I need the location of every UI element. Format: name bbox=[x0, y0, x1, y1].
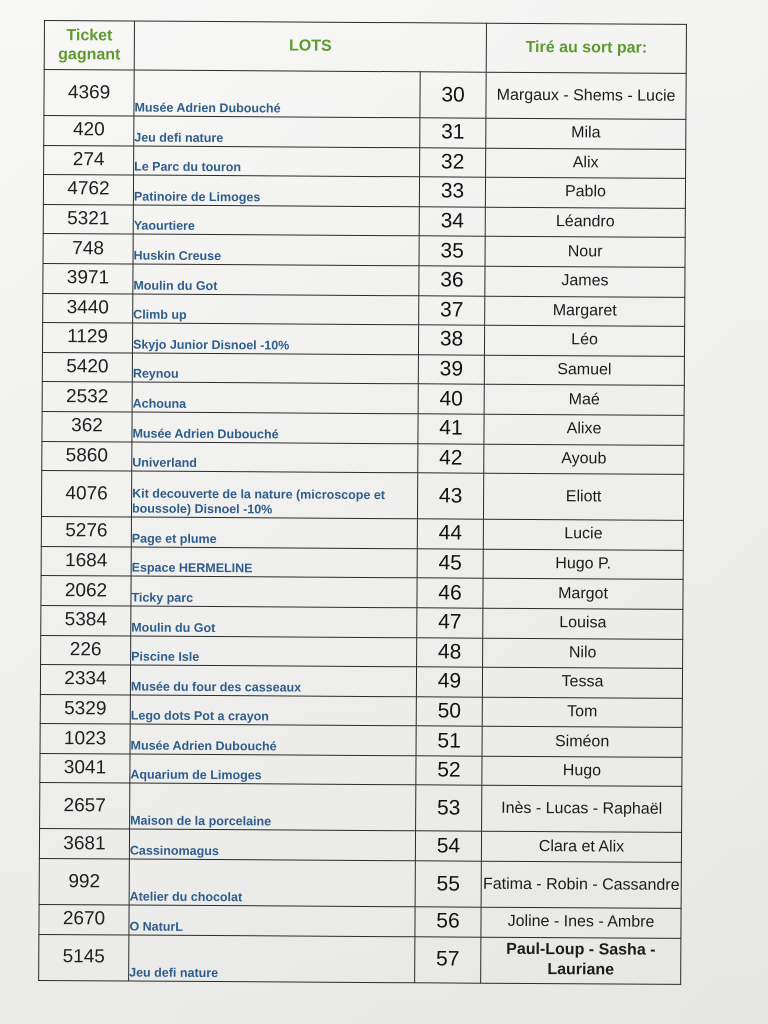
lot-name: Achouna bbox=[132, 382, 418, 413]
ticket-number: 1023 bbox=[40, 724, 130, 754]
lot-number: 32 bbox=[420, 147, 486, 177]
drawn-by: Margaret bbox=[485, 296, 685, 327]
lot-number: 34 bbox=[419, 207, 485, 237]
lot-number: 43 bbox=[417, 473, 483, 519]
ticket-number: 274 bbox=[44, 145, 134, 175]
table-row bbox=[41, 546, 683, 580]
table-row bbox=[40, 694, 682, 728]
lot-number: 56 bbox=[415, 907, 481, 937]
lot-name: Moulin du Got bbox=[133, 264, 419, 295]
table-row bbox=[44, 70, 686, 120]
lot-name: Huskin Creuse bbox=[133, 234, 419, 265]
drawn-by: Eliott bbox=[483, 473, 683, 520]
drawn-by: Mila bbox=[486, 118, 686, 149]
drawn-by: Léandro bbox=[485, 207, 685, 238]
table-row bbox=[42, 441, 684, 475]
lot-name: Jeu defi nature bbox=[129, 935, 415, 983]
table-row bbox=[41, 517, 683, 551]
ticket-number: 2062 bbox=[41, 576, 131, 606]
table-row bbox=[39, 859, 681, 909]
table-row bbox=[43, 293, 685, 327]
lot-name: Maison de la porcelaine bbox=[130, 784, 416, 832]
header-lots: LOTS bbox=[134, 21, 486, 72]
ticket-number: 362 bbox=[42, 411, 132, 441]
ticket-number: 3681 bbox=[39, 829, 129, 859]
lot-number: 51 bbox=[416, 726, 482, 756]
lot-name: O NaturL bbox=[129, 905, 415, 936]
lot-name: Cassinomagus bbox=[129, 830, 415, 861]
drawn-by: Hugo bbox=[482, 756, 682, 787]
lot-name: Page et plume bbox=[131, 517, 417, 548]
table-row bbox=[40, 724, 682, 758]
lot-number: 46 bbox=[417, 578, 483, 608]
ticket-number: 4762 bbox=[43, 175, 133, 205]
lot-name: Univerland bbox=[132, 442, 418, 473]
ticket-number: 5276 bbox=[41, 517, 131, 547]
lot-name: Ticky parc bbox=[131, 576, 417, 607]
lot-number: 39 bbox=[418, 355, 484, 385]
lot-number: 54 bbox=[415, 831, 481, 861]
drawn-by: Hugo P. bbox=[483, 549, 683, 580]
table-row bbox=[40, 665, 682, 699]
lot-name: Patinoire de Limoges bbox=[133, 175, 419, 206]
drawn-by: Pablo bbox=[485, 177, 685, 208]
lot-number: 47 bbox=[417, 608, 483, 638]
ticket-number: 5384 bbox=[41, 605, 131, 635]
table-row bbox=[41, 471, 683, 521]
header-drawn-by: Tiré au sort par: bbox=[486, 23, 686, 73]
lot-number: 52 bbox=[416, 756, 482, 786]
lot-number: 33 bbox=[419, 177, 485, 207]
table-body bbox=[39, 70, 687, 985]
lot-name: Kit decouverte de la nature (microscope et boussole) Disnoel -10% bbox=[131, 471, 417, 519]
drawn-by: Léo bbox=[484, 325, 684, 356]
drawn-by: Siméon bbox=[482, 726, 682, 757]
table-row bbox=[43, 204, 685, 238]
lot-name: Jeu defi nature bbox=[134, 116, 420, 147]
winning-tickets-table bbox=[38, 20, 687, 985]
lot-name: Le Parc du touron bbox=[134, 146, 420, 177]
table-row bbox=[42, 382, 684, 416]
lot-name: Piscine Isle bbox=[131, 636, 417, 667]
table-row bbox=[41, 635, 683, 669]
ticket-number: 5145 bbox=[39, 934, 129, 981]
ticket-number: 2532 bbox=[42, 382, 132, 412]
ticket-number: 1129 bbox=[42, 323, 132, 353]
lot-name: Musée Adrien Dubouché bbox=[132, 412, 418, 443]
ticket-number: 4076 bbox=[41, 471, 131, 518]
ticket-number: 5860 bbox=[42, 441, 132, 471]
ticket-number: 226 bbox=[41, 635, 131, 665]
ticket-number: 3971 bbox=[43, 263, 133, 293]
table-row bbox=[39, 934, 681, 984]
table-row bbox=[43, 263, 685, 297]
ticket-number: 5420 bbox=[42, 352, 132, 382]
ticket-number: 2670 bbox=[39, 905, 129, 935]
table-row bbox=[44, 145, 686, 179]
lot-number: 37 bbox=[419, 295, 485, 325]
lot-number: 50 bbox=[416, 696, 482, 726]
lot-name: Aquarium de Limoges bbox=[130, 754, 416, 785]
lot-number: 35 bbox=[419, 236, 485, 266]
drawn-by: Tessa bbox=[482, 667, 682, 698]
ticket-number: 3041 bbox=[40, 753, 130, 783]
drawn-by: Nilo bbox=[483, 638, 683, 669]
lot-number: 57 bbox=[415, 936, 481, 982]
drawn-by: James bbox=[485, 266, 685, 297]
lot-name: Moulin du Got bbox=[131, 606, 417, 637]
drawn-by: Alix bbox=[486, 148, 686, 179]
ticket-number: 5329 bbox=[40, 694, 130, 724]
ticket-number: 992 bbox=[39, 859, 129, 906]
table-row bbox=[42, 352, 684, 386]
lot-number: 30 bbox=[420, 72, 486, 118]
drawn-by: Margaux - Shems - Lucie bbox=[486, 72, 686, 119]
lot-name: Reynou bbox=[132, 353, 418, 384]
lot-number: 44 bbox=[417, 519, 483, 549]
lot-number: 38 bbox=[418, 325, 484, 355]
lot-name: Musée Adrien Dubouché bbox=[134, 70, 420, 118]
lot-number: 41 bbox=[418, 414, 484, 444]
drawn-by: Alixe bbox=[484, 414, 684, 445]
table-row bbox=[39, 829, 681, 863]
drawn-by: Samuel bbox=[484, 355, 684, 386]
lot-number: 36 bbox=[419, 266, 485, 296]
ticket-number: 2657 bbox=[40, 783, 130, 830]
header-ticket: Ticket gagnant bbox=[44, 21, 134, 71]
lot-number: 40 bbox=[418, 384, 484, 414]
lot-name: Musée du four des casseaux bbox=[130, 665, 416, 696]
drawn-by: Clara et Alix bbox=[481, 832, 681, 863]
drawn-by: Inès - Lucas - Raphaël bbox=[482, 786, 682, 833]
table-row bbox=[41, 605, 683, 639]
table-row bbox=[43, 234, 685, 268]
ticket-number: 3440 bbox=[43, 293, 133, 323]
lot-name: Yaourtiere bbox=[133, 205, 419, 236]
table-row bbox=[42, 323, 684, 357]
drawn-by: Maé bbox=[484, 385, 684, 416]
lot-name: Skyjo Junior Disnoel -10% bbox=[132, 323, 418, 354]
lot-number: 42 bbox=[418, 443, 484, 473]
table-row bbox=[43, 175, 685, 209]
ticket-number: 1684 bbox=[41, 546, 131, 576]
lot-number: 45 bbox=[417, 549, 483, 579]
table-row bbox=[39, 905, 681, 939]
drawn-by: Nour bbox=[485, 237, 685, 268]
lot-number: 31 bbox=[420, 118, 486, 148]
lot-number: 49 bbox=[416, 667, 482, 697]
header-row bbox=[44, 21, 686, 74]
drawn-by: Lucie bbox=[483, 519, 683, 550]
ticket-number: 2334 bbox=[40, 665, 130, 695]
lot-number: 48 bbox=[417, 637, 483, 667]
lot-name: Lego dots Pot a crayon bbox=[130, 695, 416, 726]
drawn-by: Margot bbox=[483, 579, 683, 610]
drawn-by: Paul-Loup - Sasha - Lauriane bbox=[481, 937, 681, 984]
drawn-by: Ayoub bbox=[484, 444, 684, 475]
lot-number: 53 bbox=[416, 785, 482, 831]
table-row bbox=[40, 783, 682, 833]
lot-name: Climb up bbox=[133, 294, 419, 325]
ticket-number: 748 bbox=[43, 234, 133, 264]
table-row bbox=[44, 116, 686, 150]
lot-name: Musée Adrien Dubouché bbox=[130, 724, 416, 755]
table-row bbox=[41, 576, 683, 610]
ticket-number: 5321 bbox=[43, 204, 133, 234]
lot-name: Atelier du chocolat bbox=[129, 859, 415, 907]
ticket-number: 4369 bbox=[44, 70, 134, 117]
drawn-by: Louisa bbox=[483, 608, 683, 639]
lot-number: 55 bbox=[415, 861, 481, 907]
ticket-number: 420 bbox=[44, 116, 134, 146]
lot-name: Espace HERMELINE bbox=[131, 547, 417, 578]
table-row bbox=[42, 411, 684, 445]
drawn-by: Tom bbox=[482, 697, 682, 728]
table-row bbox=[40, 753, 682, 787]
drawn-by: Joline - Ines - Ambre bbox=[481, 907, 681, 938]
drawn-by: Fatima - Robin - Cassandre bbox=[481, 861, 681, 908]
